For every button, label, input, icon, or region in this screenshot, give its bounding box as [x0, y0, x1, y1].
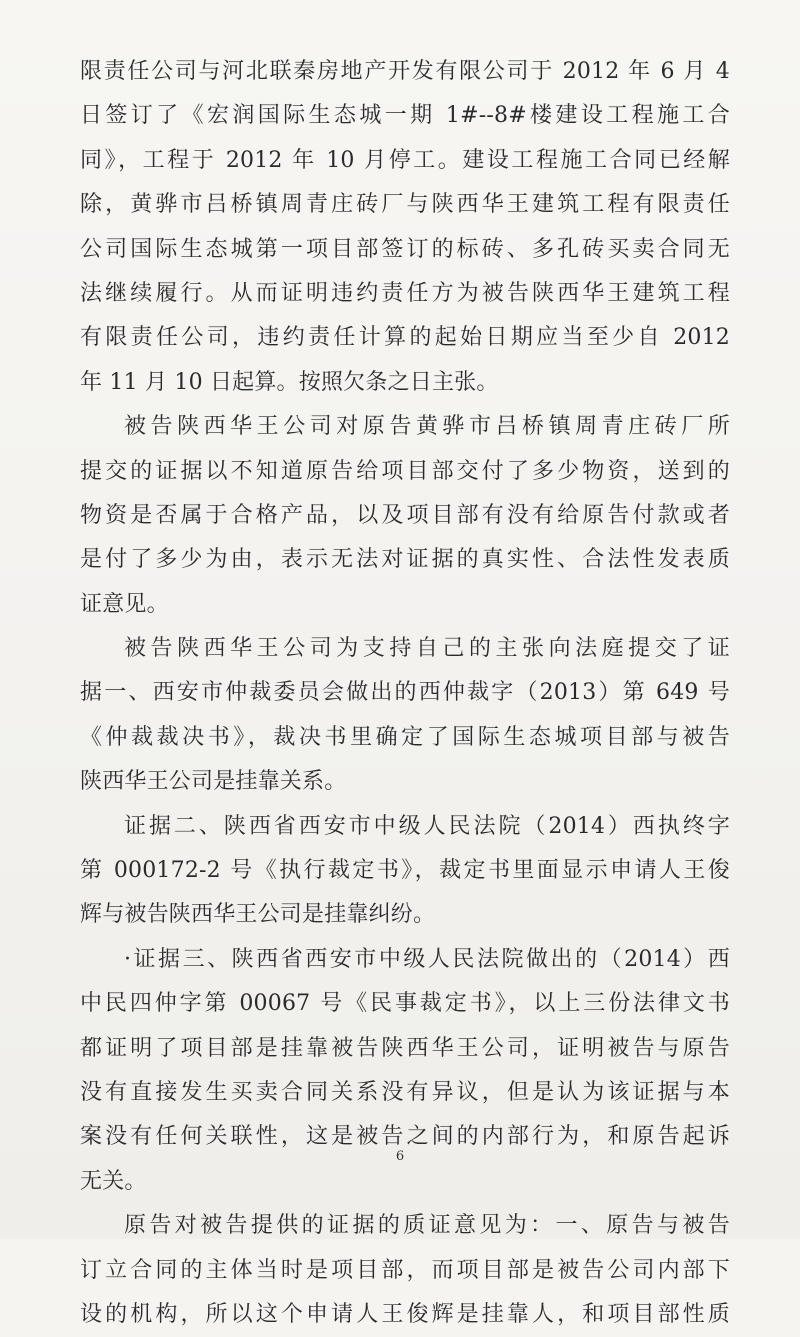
- text-line: 是付了多少为由，表示无法对证据的真实性、合法性发表质: [80, 547, 730, 573]
- page-number: 6: [395, 1149, 405, 1164]
- text-line: 提交的证据以不知道原告给项目部交付了多少物资，送到的: [80, 458, 730, 484]
- text-line: 原告对被告提供的证据的质证意见为：一、原告与被告: [124, 1213, 730, 1239]
- text-line: 陕西华王公司是挂靠关系。: [80, 769, 347, 795]
- text-line: 辉与被告陕西华王公司是挂靠纠纷。: [80, 902, 436, 928]
- text-line: 设的机构，所以这个申请人王俊辉是挂靠人，和项目部性质: [80, 1301, 730, 1327]
- text-line: 无关。: [80, 1168, 147, 1194]
- text-line: 《仲裁裁决书》，裁决书里确定了国际生态城项目部与被告: [80, 724, 730, 750]
- text-line: 证据二、陕西省西安市中级人民法院（2014）西执终字: [124, 813, 730, 839]
- text-line: 没有直接发生买卖合同关系没有异议，但是认为该证据与本: [80, 1079, 730, 1105]
- text-line: 限责任公司与河北联秦房地产开发有限公司于 2012 年 6 月 4: [80, 59, 730, 84]
- text-line: 第 000172-2 号《执行裁定书》，裁定书里面显示申请人王俊: [80, 858, 730, 884]
- text-line: 同》，工程于 2012 年 10 月停工。建设工程施工合同已经解: [80, 147, 730, 173]
- text-line: 被告陕西华王公司为支持自己的主张向法庭提交了证: [124, 636, 730, 662]
- text-line: 日签订了《宏润国际生态城一期 1#--8#楼建设工程施工合: [80, 103, 730, 129]
- text-line: ·证据三、陕西省西安市中级人民法院做出的（2014）西: [124, 946, 730, 972]
- text-line: 据一、西安市仲裁委员会做出的西仲裁字（2013）第 649 号: [80, 680, 730, 706]
- text-line: 证意见。: [80, 591, 169, 617]
- text-line: 除，黄骅市吕桥镇周青庄砖厂与陕西华王建筑工程有限责任: [80, 192, 730, 218]
- text-line: 都证明了项目部是挂靠被告陕西华王公司，证明被告与原告: [80, 1035, 730, 1061]
- text-line: 法继续履行。从而证明违约责任方为被告陕西华王建筑工程: [80, 280, 730, 306]
- text-line: 有限责任公司，违约责任计算的起始日期应当至少自 2012: [80, 325, 730, 351]
- text-line: 订立合同的主体当时是项目部，而项目部是被告公司内部下: [80, 1257, 730, 1283]
- text-line: 物资是否属于合格产品，以及项目部有没有给原告付款或者: [80, 502, 730, 528]
- text-line: 公司国际生态城第一项目部签订的标砖、多孔砖买卖合同无: [80, 236, 730, 262]
- document-body: [80, 50, 730, 1337]
- text-line: 中民四仲字第 00067 号《民事裁定书》，以上三份法律文书: [80, 991, 730, 1017]
- text-line: 年 11 月 10 日起算。按照欠条之日主张。: [80, 369, 499, 395]
- text-line: 案没有任何关联性，这是被告之间的内部行为，和原告起诉: [80, 1124, 730, 1150]
- text-line: 被告陕西华王公司对原告黄骅市吕桥镇周青庄砖厂所: [124, 414, 730, 440]
